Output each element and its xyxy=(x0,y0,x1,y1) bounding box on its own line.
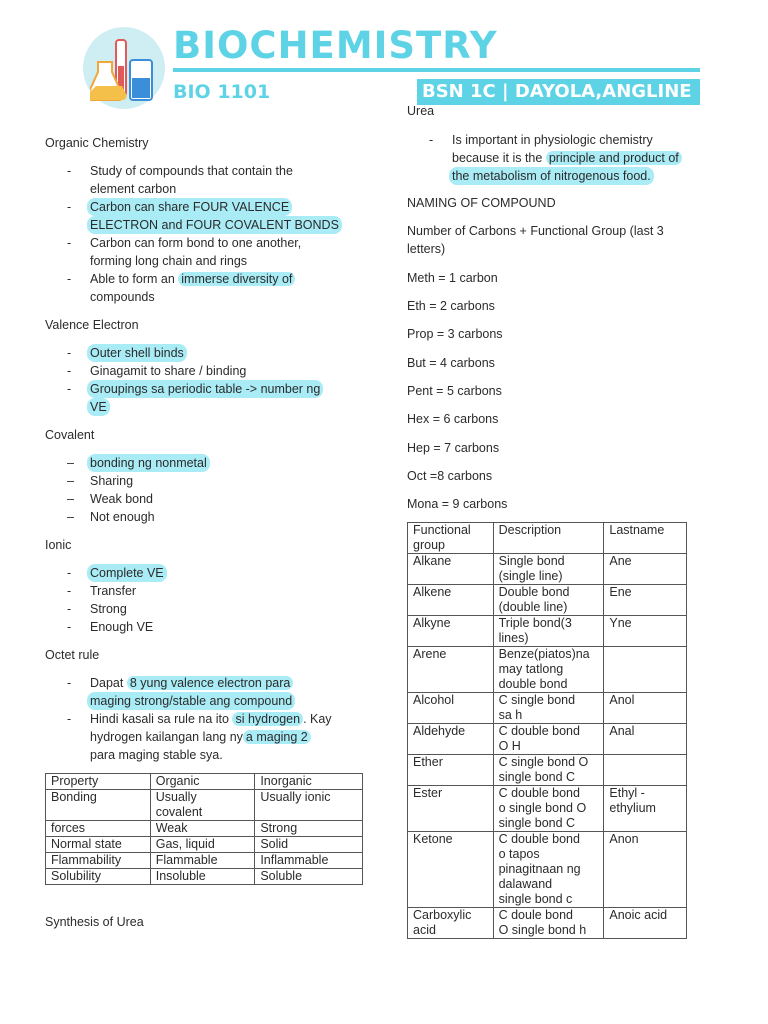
table-row: Ketone C double bond o tapos pinagitnaan ng dalawand single bond c Anon xyxy=(408,832,687,908)
valence-heading: Valence Electron xyxy=(45,318,139,332)
page-title: BIOCHEMISTRY xyxy=(173,24,498,67)
header-divider xyxy=(173,68,700,72)
prefix-hex: Hex = 6 carbons xyxy=(407,412,499,426)
urea-heading: Urea xyxy=(407,104,435,118)
prefix-hep: Hep = 7 carbons xyxy=(407,441,500,455)
naming-heading: NAMING OF COMPOUND xyxy=(407,196,556,210)
property-table xyxy=(45,773,363,885)
student-badge: BSN 1C | DAYOLA,ANGLINE xyxy=(417,79,700,105)
table-row: Solubility Insoluble Soluble xyxy=(46,869,363,885)
naming-rule-line2: letters) xyxy=(407,242,446,256)
prefix-pent: Pent = 5 carbons xyxy=(407,384,502,398)
prefix-oct: Oct =8 carbons xyxy=(407,469,493,483)
urea-list: - Is important in physiologic chemistry because it is the principle and product of the metabolism of nitrogenous food. xyxy=(429,131,729,185)
table-row: Normal state Gas, liquid Solid xyxy=(46,837,363,853)
list-item: - Study of compounds that contain the element carbon xyxy=(67,164,293,196)
table-row: Carboxylic acid C doule bond O single bond h Anoic acid xyxy=(408,908,687,939)
table-row: Alkene Double bond (double line) Ene xyxy=(408,585,687,616)
table-row: Bonding Usually covalent Usually ionic xyxy=(46,790,363,821)
table-row: Alcohol C single bond sa h Anol xyxy=(408,693,687,724)
prefix-mona: Mona = 9 carbons xyxy=(407,497,508,511)
octet-heading: Octet rule xyxy=(45,648,100,662)
ionic-list: - Complete VE - Transfer - Strong - Enough VE xyxy=(67,564,367,636)
valence-list: - Outer shell binds - Ginagamit to share / binding - Groupings sa periodic table -> number ng VE xyxy=(67,344,367,416)
organic-heading: Organic Chemistry xyxy=(45,136,149,150)
list-item: - Carbon can form bond to one another, forming long chain and rings xyxy=(67,236,302,268)
list-item: - Carbon can share FOUR VALENCE ELECTRON and FOUR COVALENT BONDS xyxy=(67,198,367,234)
table-row: Alkane Single bond (single line) Ane xyxy=(408,554,687,585)
prefix-but: But = 4 carbons xyxy=(407,356,495,370)
table-row: Ester C double bond o single bond O single bond C Ethyl - ethylium xyxy=(408,786,687,832)
covalent-heading: Covalent xyxy=(45,428,95,442)
table-row: Arene Benze(piatos)na may tatlong double bond xyxy=(408,647,687,693)
course-code: BIO 1101 xyxy=(173,81,271,103)
functional-group-table xyxy=(407,522,687,939)
prefix-meth: Meth = 1 carbon xyxy=(407,271,498,285)
table-row: Alkyne Triple bond(3 lines) Yne xyxy=(408,616,687,647)
table-header-row: Property Organic Inorganic xyxy=(46,774,363,790)
lab-flasks-icon xyxy=(90,36,162,102)
list-item: - Able to form an immerse diversity of compounds xyxy=(67,270,367,306)
octet-list: - Dapat 8 yung valence electron para maging strong/stable ang compound - Hindi kasali sa rule na ito si hydrogen . Kay hydrogen kailangan lang ny a maging 2 para maging stable sya. xyxy=(67,676,332,762)
ionic-heading: Ionic xyxy=(45,538,72,552)
table-row: forces Weak Strong xyxy=(46,821,363,837)
synthesis-heading: Synthesis of Urea xyxy=(45,915,144,929)
covalent-list: – bonding ng nonmetal – Sharing – Weak bond – Not enough xyxy=(67,454,367,526)
table-header-row: Functional group Description Lastname xyxy=(408,523,687,554)
naming-rule-line1: Number of Carbons + Functional Group (last 3 xyxy=(407,224,664,238)
prefix-eth: Eth = 2 carbons xyxy=(407,299,495,313)
table-row: Flammability Flammable Inflammable xyxy=(46,853,363,869)
table-row: Aldehyde C double bond O H Anal xyxy=(408,724,687,755)
table-row: Ether C single bond O single bond C xyxy=(408,755,687,786)
prefix-prop: Prop = 3 carbons xyxy=(407,327,503,341)
